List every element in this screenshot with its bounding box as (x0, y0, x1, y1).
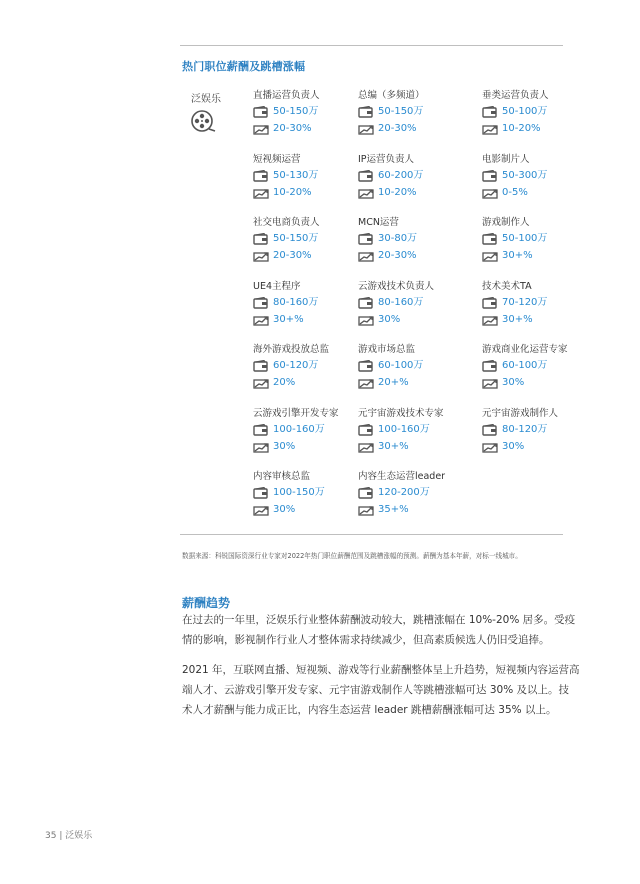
wallet-icon (253, 424, 269, 436)
salary-row (482, 104, 602, 120)
trend-up-icon (358, 123, 374, 135)
salary-row (253, 358, 373, 374)
raise-row (253, 121, 373, 137)
wallet-icon (482, 360, 498, 372)
salary-row (482, 168, 602, 184)
trend-paragraph-1 (182, 610, 582, 650)
raise-row (358, 375, 478, 391)
wallet-icon (253, 487, 269, 499)
trend-up-icon (482, 377, 498, 389)
trend-up-icon (253, 123, 269, 135)
salary-row (358, 231, 478, 247)
job-card (358, 216, 478, 264)
raise-row (358, 502, 478, 518)
raise-row (482, 121, 602, 137)
trend-up-icon (358, 314, 374, 326)
raise-row (253, 248, 373, 264)
page-number: 35 (45, 831, 57, 841)
raise-row (358, 439, 478, 455)
raise-percentage: 30% (273, 440, 296, 452)
trend-up-icon (358, 504, 374, 516)
trend-paragraph-2 (182, 660, 582, 720)
job-title: 游戏市场总监 (358, 344, 416, 355)
job-title: 内容审核总监 (253, 471, 311, 482)
raise-percentage: 30+% (378, 440, 409, 452)
trend-up-icon (253, 377, 269, 389)
salary-row (253, 485, 373, 501)
raise-row (253, 502, 373, 518)
salary-row (358, 295, 478, 311)
job-card (482, 280, 602, 328)
salary-row (253, 104, 373, 120)
trend-up-icon (253, 314, 269, 326)
paragraph-line: 端人才、云游戏引擎开发专家、元宇宙游戏制作人等跳槽涨幅可达 30% 及以上。技 (182, 684, 570, 696)
raise-percentage: 20% (273, 377, 296, 388)
footer-separator: | (59, 831, 63, 841)
job-card (253, 89, 373, 137)
trend-up-icon (482, 250, 498, 262)
trend-up-icon (482, 187, 498, 199)
trend-up-icon (358, 377, 374, 389)
wallet-icon (253, 170, 269, 182)
category-label: 泛娱乐 (191, 94, 221, 105)
salary-range: 80-160万 (273, 296, 319, 308)
wallet-icon (358, 487, 374, 499)
raise-row (253, 439, 373, 455)
wallet-icon (358, 170, 374, 182)
trend-up-icon (482, 441, 498, 453)
job-card (253, 343, 373, 391)
job-title: 电影制片人 (482, 153, 530, 165)
job-title: 游戏制作人 (482, 217, 530, 228)
raise-row (253, 185, 373, 201)
job-title: 游戏商业化运营专家 (482, 344, 568, 355)
salary-range: 70-120万 (502, 296, 548, 308)
trend-up-icon (358, 441, 374, 453)
job-card (482, 153, 602, 201)
salary-range: 60-100万 (502, 360, 548, 371)
salary-range: 80-160万 (378, 296, 424, 308)
paragraph-line: 情的影响，影视制作行业人才整体需求持续减少，但高素质候选人仍旧受追捧。 (182, 634, 550, 646)
salary-range: 50-150万 (273, 106, 319, 117)
job-card (253, 470, 373, 518)
job-title: IP运营负责人 (358, 153, 415, 165)
job-card (482, 343, 602, 391)
salary-row (253, 168, 373, 184)
wallet-icon (358, 424, 374, 436)
page-footer (45, 828, 92, 841)
salary-range: 60-200万 (378, 169, 424, 181)
raise-row (482, 248, 602, 264)
job-title: 总编（多频道） (358, 90, 425, 101)
raise-percentage: 30% (378, 313, 401, 325)
salary-row (253, 422, 373, 438)
salary-range: 50-130万 (273, 169, 319, 181)
paragraph-line: 在过去的一年里，泛娱乐行业整体薪酬波动较大，跳槽涨幅在 10%-20% 居多。受疫 (182, 614, 576, 626)
trend-title: 薪酬趋势 (182, 596, 231, 610)
bottom-divider (180, 534, 563, 535)
wallet-icon (253, 106, 269, 118)
wallet-icon (358, 106, 374, 118)
job-title: 云游戏技术负责人 (358, 280, 435, 292)
job-title: 直播运营负责人 (253, 90, 320, 101)
salary-row (358, 485, 478, 501)
job-title: UE4主程序 (253, 280, 301, 292)
raise-percentage: 10-20% (273, 186, 312, 198)
job-title: 内容生态运营leader (358, 471, 446, 482)
job-card (253, 280, 373, 328)
raise-percentage: 0-5% (502, 186, 528, 198)
raise-percentage: 30% (502, 377, 525, 388)
raise-percentage: 10-20% (378, 186, 417, 198)
salary-row (358, 422, 478, 438)
wallet-icon (482, 297, 498, 309)
paragraph-line: 2021 年，互联网直播、短视频、游戏等行业薪酬整体呈上升趋势，短视频内容运营高 (182, 664, 580, 676)
job-card (358, 343, 478, 391)
salary-range: 80-120万 (502, 423, 548, 435)
salary-range: 50-100万 (502, 233, 548, 244)
raise-row (358, 248, 478, 264)
salary-range: 30-80万 (378, 233, 418, 244)
job-title: 垂类运营负责人 (482, 90, 549, 101)
job-title: 元宇宙游戏制作人 (482, 407, 559, 419)
job-title: 短视频运营 (253, 153, 301, 165)
wallet-icon (482, 106, 498, 118)
job-card (358, 470, 478, 518)
salary-range: 100-160万 (273, 423, 325, 435)
salary-range: 50-150万 (378, 106, 424, 117)
salary-range: 100-160万 (378, 423, 430, 435)
salary-range: 50-300万 (502, 169, 548, 181)
raise-percentage: 30+% (273, 313, 304, 325)
job-card (253, 407, 373, 455)
job-title: 海外游戏投放总监 (253, 344, 330, 355)
job-title: 元宇宙游戏技术专家 (358, 407, 444, 419)
trend-up-icon (253, 250, 269, 262)
job-card (358, 153, 478, 201)
job-card (482, 89, 602, 137)
salary-range: 60-120万 (273, 360, 319, 371)
wallet-icon (253, 297, 269, 309)
wallet-icon (482, 170, 498, 182)
wallet-icon (358, 297, 374, 309)
salary-range: 120-200万 (378, 487, 430, 498)
raise-row (482, 439, 602, 455)
raise-percentage: 20-30% (378, 250, 417, 261)
wallet-icon (358, 233, 374, 245)
raise-percentage: 30% (273, 504, 296, 515)
raise-percentage: 30+% (502, 250, 533, 261)
salary-row (253, 295, 373, 311)
wallet-icon (253, 233, 269, 245)
job-title: MCN运营 (358, 217, 399, 228)
raise-percentage: 30% (502, 440, 525, 452)
job-title: 技术美术TA (482, 280, 532, 292)
job-card (253, 153, 373, 201)
raise-row (358, 121, 478, 137)
trend-up-icon (358, 250, 374, 262)
raise-percentage: 20-30% (273, 123, 312, 134)
raise-row (253, 312, 373, 328)
job-card (482, 216, 602, 264)
section-title: 热门职位薪酬及跳槽涨幅 (182, 60, 306, 73)
raise-percentage: 10-20% (502, 123, 541, 134)
salary-row (253, 231, 373, 247)
salary-range: 50-100万 (502, 106, 548, 117)
raise-percentage: 35+% (378, 504, 409, 515)
raise-percentage: 20-30% (378, 123, 417, 134)
raise-row (358, 312, 478, 328)
raise-row (482, 375, 602, 391)
wallet-icon (482, 233, 498, 245)
raise-row (253, 375, 373, 391)
job-card (482, 407, 602, 455)
salary-row (482, 295, 602, 311)
source-note: 数据来源：科锐国际资深行业专家对2022年热门职位薪酬范围及跳槽涨幅的预测。薪酬为基本年薪，对标一线城市。 (182, 552, 522, 560)
raise-percentage: 20-30% (273, 250, 312, 261)
raise-row (482, 312, 602, 328)
salary-range: 50-150万 (273, 233, 319, 244)
wallet-icon (482, 424, 498, 436)
wallet-icon (253, 360, 269, 372)
trend-up-icon (253, 504, 269, 516)
salary-row (482, 231, 602, 247)
salary-row (482, 358, 602, 374)
salary-range: 100-150万 (273, 487, 325, 498)
job-card (358, 280, 478, 328)
film-reel-icon (190, 108, 216, 134)
salary-row (482, 422, 602, 438)
trend-up-icon (482, 123, 498, 135)
salary-row (358, 358, 478, 374)
job-card (253, 216, 373, 264)
wallet-icon (358, 360, 374, 372)
trend-up-icon (482, 314, 498, 326)
raise-row (358, 185, 478, 201)
raise-row (482, 185, 602, 201)
trend-up-icon (253, 441, 269, 453)
raise-percentage: 20+% (378, 377, 409, 388)
job-title: 社交电商负责人 (253, 217, 320, 228)
job-card (358, 89, 478, 137)
paragraph-line: 术人才薪酬与能力成正比，内容生态运营 leader 跳槽薪酬涨幅可达 35% 以上。 (182, 704, 557, 716)
trend-up-icon (358, 187, 374, 199)
job-title: 云游戏引擎开发专家 (253, 407, 339, 419)
salary-row (358, 104, 478, 120)
job-card (358, 407, 478, 455)
raise-percentage: 30+% (502, 313, 533, 325)
salary-range: 60-100万 (378, 360, 424, 371)
top-divider (180, 45, 563, 46)
footer-label: 泛娱乐 (65, 831, 93, 841)
salary-row (358, 168, 478, 184)
trend-up-icon (253, 187, 269, 199)
